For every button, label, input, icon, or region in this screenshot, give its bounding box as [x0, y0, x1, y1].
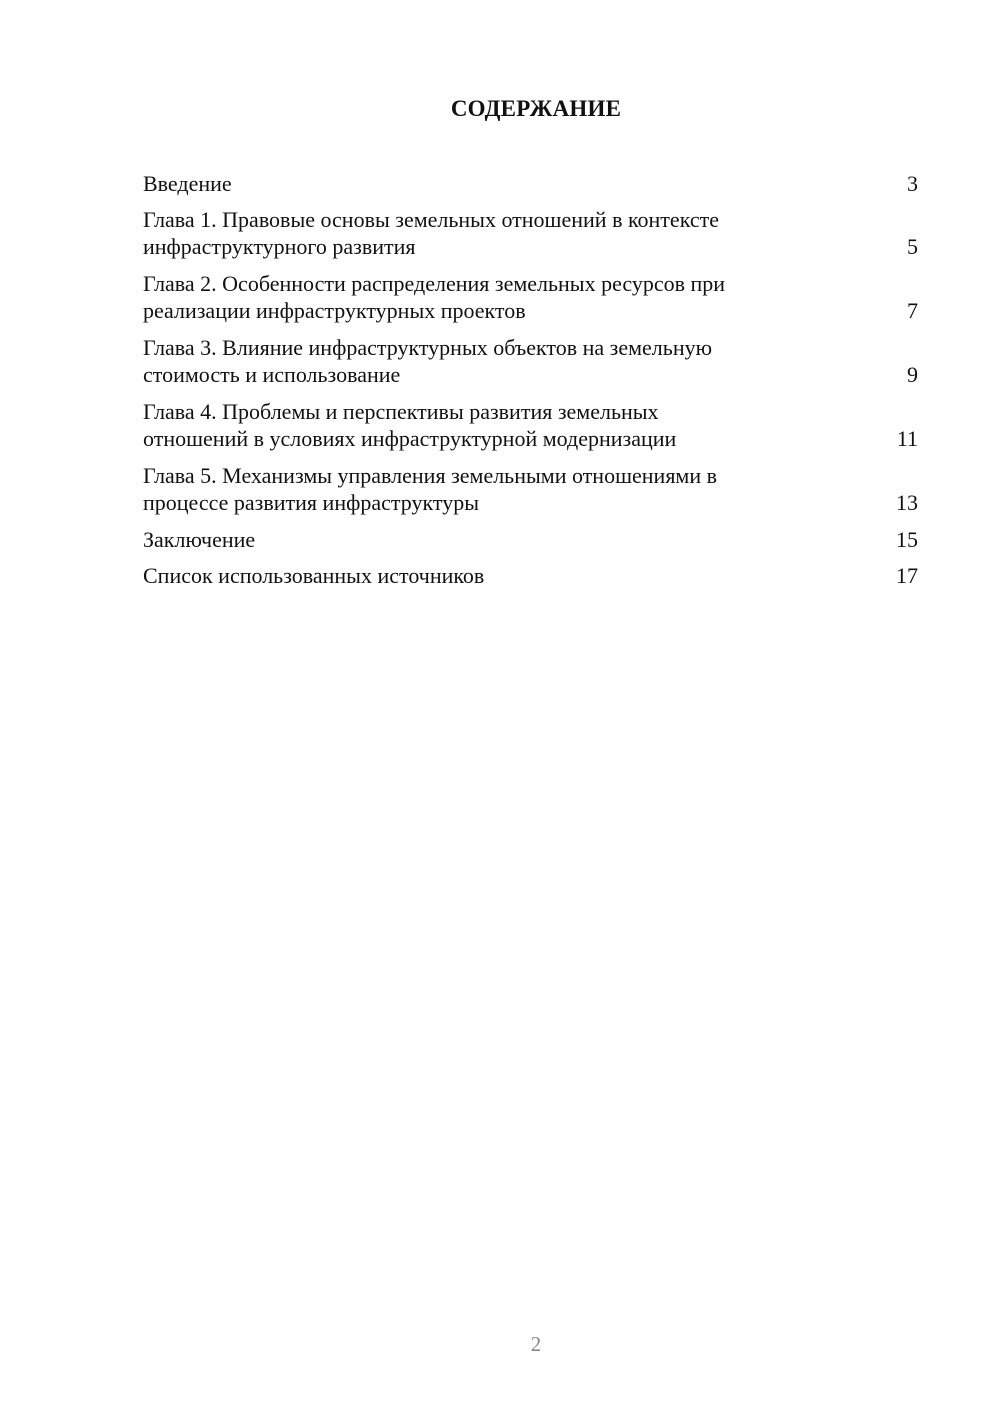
toc-entry-chapter-2	[143, 270, 918, 324]
toc-entry-text: Глава 5. Механизмы управления земельными отношениями в процессе развития инфраструктуры	[143, 463, 718, 515]
toc-entry-chapter-1	[143, 206, 918, 260]
toc-entry-page: 5	[907, 234, 918, 259]
table-of-contents	[143, 170, 918, 598]
toc-entry-page: 15	[896, 527, 918, 552]
page-number: 2	[530, 1332, 542, 1356]
toc-entry-page: 17	[896, 563, 918, 588]
toc-entry-conclusion	[143, 526, 918, 553]
toc-entry-text: Глава 3. Влияние инфраструктурных объектов на земельную стоимость и использование	[143, 335, 713, 387]
toc-entry-page: 11	[896, 426, 918, 451]
toc-entry-chapter-3	[143, 334, 918, 388]
toc-entry-chapter-4	[143, 398, 918, 452]
toc-entry-text: Глава 4. Проблемы и перспективы развития земельных отношений в условиях инфраструктурной модернизации	[143, 399, 677, 451]
toc-entry-page: 3	[907, 171, 918, 196]
toc-entry-text: Список использованных источников	[143, 563, 485, 588]
toc-entry-text: Глава 1. Правовые основы земельных отношений в контексте инфраструктурного развития	[143, 207, 719, 259]
toc-entry-text: Заключение	[143, 527, 256, 552]
toc-entry-references	[143, 562, 918, 589]
toc-entry-page: 9	[907, 362, 918, 387]
toc-entry-text: Введение	[143, 171, 232, 196]
toc-entry-page: 13	[896, 490, 918, 515]
toc-entry-introduction	[143, 170, 918, 197]
page-title: СОДЕРЖАНИЕ	[450, 96, 622, 121]
toc-entry-page: 7	[907, 298, 918, 323]
toc-entry-text: Глава 2. Особенности распределения земельных ресурсов при реализации инфраструктурных проектов	[143, 271, 726, 323]
toc-entry-chapter-5	[143, 462, 918, 516]
